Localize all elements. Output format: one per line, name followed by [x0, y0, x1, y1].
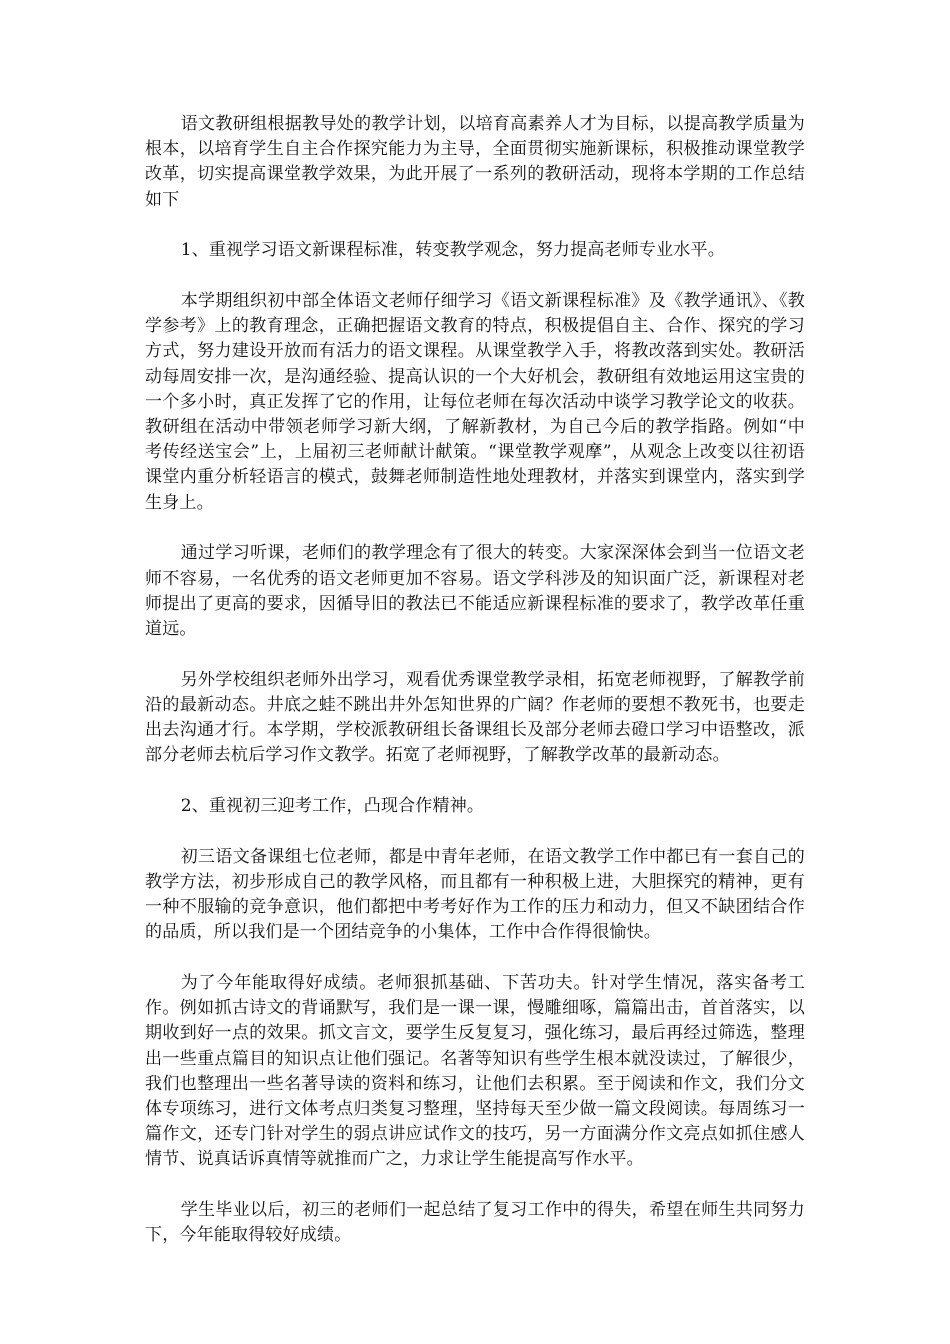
document-body — [145, 112, 805, 1249]
section-2-heading: 2、重视初三迎考工作，凸现合作精神。 — [180, 795, 485, 816]
section-1-paragraph-1: 本学期组织初中部全体语文老师仔细学习《语文新课程标准》及《教学通讯》、《教学参考》上的教育理念，正确把握语文教育的特点，积极提倡自主、合作、探究的学习方式，努力建设开放而有活力的语文课程。从课堂教学入手，将教改落到实处。教研活动每周安排一次，是沟通经验、提高认识的一个大好机会，教研组有效地运用这宝贵的一个多小时，真正发挥了它的作用，让每位老师在每次活动中谈学习教学论文的收获。教研组在活动中带领老师学习新大纲，了解新教材，为自己今后的教学指路。例如“中考传经送宝会”上，上届初三老师献计献策。“课堂教学观摩”，从观念上改变以往初语课堂内重分析轻语言的模式，鼓舞老师制造性地处理教材，并落实到课堂内，落实到学生身上。 — [145, 291, 805, 513]
section-1-paragraph-2: 通过学习听课，老师们的教学理念有了很大的转变。大家深深体会到当一位语文老师不容易，一名优秀的语文老师更加不容易。语文学科涉及的知识面广泛，新课程对老师提出了更高的要求，因循导旧的教法已不能适应新课程标准的要求了，教学改革任重道远。 — [145, 543, 805, 639]
intro-paragraph: 语文教研组根据教导处的教学计划，以培育高素养人才为目标，以提高教学质量为根本，以培育学生自主合作探究能力为主导，全面贯彻实施新课标，积极推动课堂教学改革，切实提高课堂教学效果，为此开展了一系列的教研活动，现将本学期的工作总结如下 — [145, 114, 805, 210]
section-2-paragraph-3: 学生毕业以后，初三的老师们一起总结了复习工作中的得失，希望在师生共同努力下，今年能取得较好成绩。 — [145, 1200, 805, 1246]
section-1-paragraph-3: 另外学校组织老师外出学习，观看优秀课堂教学录相，拓宽老师视野，了解教学前沿的最新动态。井底之蛙不跳出井外怎知世界的广阔？作老师的要想不教死书，也要走出去沟通才行。本学期，学校派教研组长备课组长及部分老师去磴口学习中语整改，派部分老师去杭后学习作文教学。拓宽了老师视野，了解教学改革的最新动态。 — [145, 669, 805, 766]
section-2-paragraph-1: 初三语文备课组七位老师，都是中青年老师，在语文教学工作中都已有一套自己的教学方法，初步形成自己的教学风格，而且都有一种积极上进，大胆探究的精神，更有一种不服输的竞争意识，他们都把中考考好作为工作的压力和动力，但又不缺团结合作的品质，所以我们是一个团结竞争的小集体，工作中合作得很愉快。 — [145, 846, 805, 943]
section-2-paragraph-2: 为了今年能取得好成绩。老师狠抓基础、下苦功夫。针对学生情况，落实备考工作。例如抓古诗文的背诵默写，我们是一课一课，慢雕细啄，篇篇出击，首首落实，以期收到好一点的效果。抓文言文，要学生反复复习，强化练习，最后再经过筛选，整理出一些重点篇目的知识点让他们强记。名著等知识有些学生根本就没读过，了解很少，我们也整理出一些名著导读的资料和练习，让他们去积累。至于阅读和作文，我们分文体专项练习，进行文体考点归类复习整理，坚持每天至少做一篇文段阅读。每周练习一篇作文，还专门针对学生的弱点讲应试作文的技巧，另一方面满分作文亮点如抓住感人情节、说真话诉真情等就推而广之，力求让学生能提高写作水平。 — [145, 972, 805, 1170]
section-1-heading: 1、重视学习语文新课程标准，转变教学观念，努力提高老师专业水平。 — [180, 240, 725, 261]
